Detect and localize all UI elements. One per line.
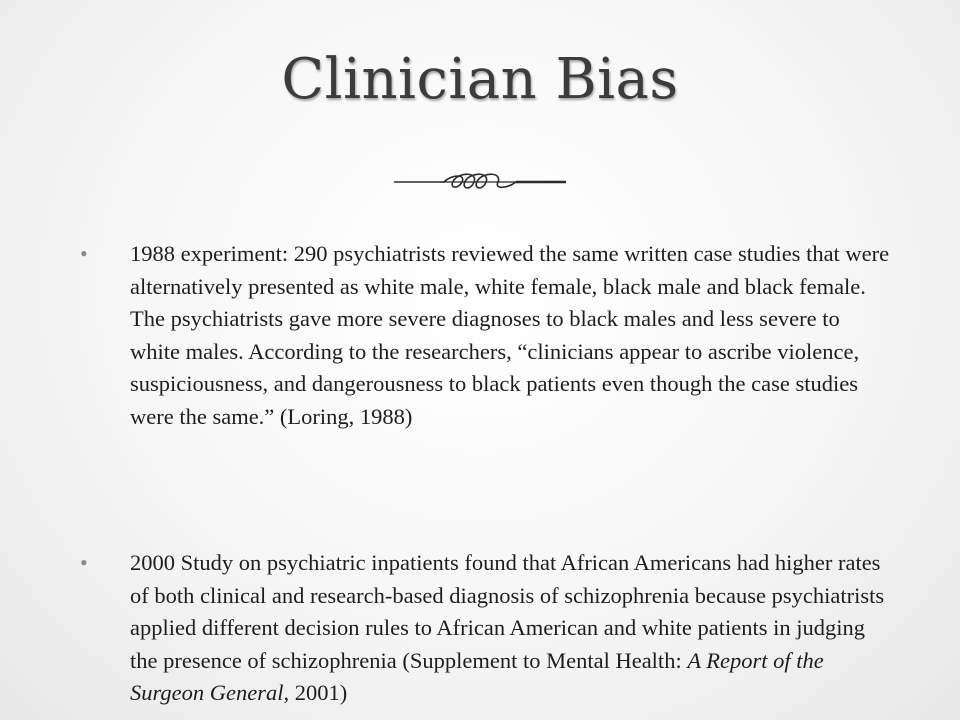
bullet-icon: • (80, 241, 88, 266)
bullet-icon: • (80, 550, 88, 575)
bullet-text: 1988 experiment: 290 psychiatrists reviewed the same written case studies that were alternatively presented as white male, white female, black male and black female. The psychiatrists gave more severe diagnoses to black males and less severe to white males. According to the researchers, “clinicians appear to ascribe violence, suspiciousness, and dangerousness to black patients even though the case studies were the same.” (Loring, 1988) (130, 241, 890, 429)
bullet-text-part: , 2001) (283, 680, 348, 706)
bullet-item (80, 547, 885, 710)
bullet-text (130, 547, 890, 710)
slide-title: Clinician Bias (281, 47, 679, 112)
bullet-item (80, 238, 890, 434)
bullet-text-part: 2000 Study on psychiatric inpatients found that African Americans had higher rates of both clinical and research-based diagnosis of schizophrenia because psychiatrists applied different decision rules to African American and white patients in judging the presence of schizophrenia (Supplement to Mental Health: (130, 550, 885, 673)
citation-title: A Report of the Surgeon General (130, 647, 824, 706)
